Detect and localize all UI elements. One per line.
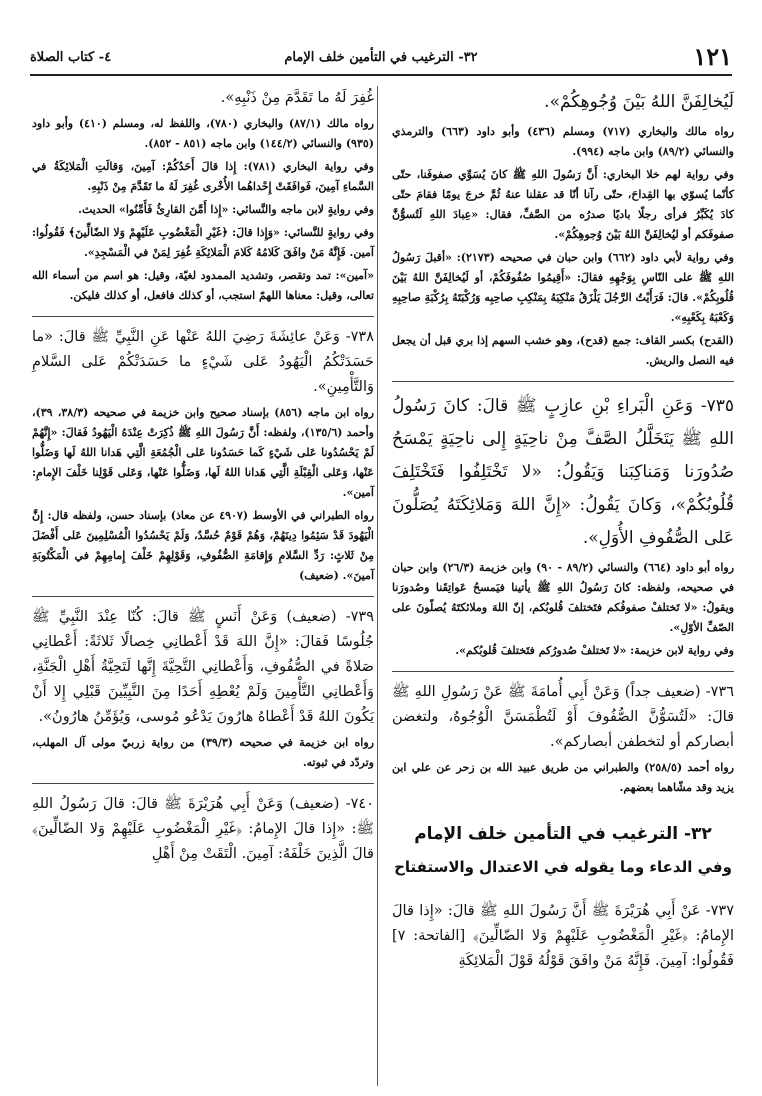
footnote: رواه الطبراني في الأوسط (٤٩٠٧ عن معاذ) بإسناد حسن، ولفظه قال: إِنَّ الْيَهُودَ قَدْ سَئِمُوا دِينَهُمْ، وَهُمْ قَوْمٌ حُسَّدٌ، وَلَمْ يَحْسُدُوا الْمُسْلِمِينَ عَلى أَفْضَلَ مِنْ ثَلاثٍ: رَدِّ السَّلامِ وَإِقامَةِ الصُّفُوفِ، وَقَوْلِهِمْ خَلْفَ إِمامِهِمْ في الْمَكْتُوبَةِ آمينَ». (ضعيف) [32,509,374,582]
footnote: رواه أبو داود (٦٦٤) والنسائي (٨٩/٢ - ٩٠) وابن خزيمة (٢٦/٣) وابن حبان في صحيحه، ولفظه: كانَ رَسُولُ اللهِ ﷺ يأتينا فيَمسحُ عَواتِقَنا وصُدورَنا ويقولُ: «لا تَختلفْ صفوفُكم فتَختلفَ قُلوبُكم، إنّ اللهَ وملائكتَهُ يُصلّونَ على الصّفِّ الأوّلِ». [392,561,735,634]
separator [32,316,374,317]
hadith-text: ٧٣٥- وَعَنِ الْبَراءِ بْنِ عازِبٍ ﷺ قالَ: كانَ رَسُولُ اللهِ ﷺ يَتَخَلَّلُ الصَّفَّ مِنْ ناحِيَةٍ إِلى ناحِيَةٍ يَمْسَحُ صُدُورَنا وَمَناكِبَنا وَيَقُولُ: «لا تَخْتَلِفُوا فَتَخْتَلِفَ قُلُوبُكُمْ»، وَكانَ يَقُولُ: «إِنَّ اللهَ وَمَلائِكَتَهُ يُصَلُّونَ عَلى الصُّفُوفِ الأُوَلِ». [392,396,734,548]
footnote: رواه ابن خزيمة في صحيحه (٣٩/٣) من رواية زربيّ مولى آل المهلب، وتردّد في ثبوته. [32,736,374,769]
hadith-text: ٧٣٧- عَنْ أَبِي هُرَيْرَةَ ﷺ أَنَّ رَسُولَ اللهِ ﷺ قالَ: «إِذا قالَ الإِمامُ: ﴿غَيْرِ الْمَغْضُوبِ عَلَيْهِمْ وَلا الضّالِّينَ﴾ [الفاتحة: ٧] فَقُولُوا: آمِينَ. فَإِنَّهُ مَنْ وافَقَ قَوْلُهُ قَوْلَ الْمَلائِكَةِ [392,903,734,969]
footnote: وفي رواية لأبي داود (٦٦٢) وابن حبان في صحيحه (٢١٧٣): «أقبلَ رَسُولُ اللهِ ﷺ على النّاسِ بِوَجْهِهِ فقالَ: «أَقِيمُوا صُفُوفَكُمْ، أو لَيُخالِفَنَّ اللهُ بَيْنَ قُلُوبِكُمْ». قالَ: فَرَأَيْتُ الرَّجُلَ يَلْزَقُ مَنْكِبَهُ بِمَنْكِبِ صاحِبِه وَرُكْبَتَهُ بِرُكْبَةِ صاحِبِهِ وَكَعْبَهُ بِكَعْبِهِ». [392,251,734,324]
separator [32,596,374,597]
page-number: ١٢١ [693,42,732,71]
hadith-text: ٧٣٦- (ضعيف جداً) وَعَنْ أَبِي أُمامَةَ ﷺ عَنْ رَسُولِ اللهِ ﷺ قالَ: «لَتُسَوُّنَّ الصُّفُوفَ أَوْ لَتُطْمَسَنَّ الْوُجُوهُ، ولتغضن أبصاركم أو لتخطفن أبصاركم». [392,684,734,750]
footnote: وفي رواية لابن خزيمة: «لا تَختلفْ صُدورُكم فتَختلفَ قُلوبُكم». [455,644,734,657]
footnote: وفي رواية لهم خلا البخاري: أَنَّ رَسُولَ اللهِ ﷺ كانَ يُسَوِّي صفوفَنا، حتّى كأنّما يُسوّي بها القِداحَ، حتّى رآنا أنّا قد عقلنا عنهُ ثُمَّ خرجَ يومًا فقامَ حتّى كادَ يُكَبِّرُ فرأى رجلًا باديًا صدرُه من الصَّفِّ، فقال: «عِبادَ اللهِ لَتُسوُّنَّ صفوفَكم أو ليُخالِفَنَّ اللهُ بَيْنَ وُجوهِكُمْ». [392,168,734,241]
footnote: (القدح) بكسر القاف: جمع (قدح)، وهو خشب السهم إذا بري قبل أن يجعل فيه النصل والريش. [392,334,734,367]
right-column [392,86,734,974]
page-header [30,42,732,76]
separator [32,783,374,784]
separator [392,381,734,382]
footnote: وفي روايةٍ للنَّسائي: «وَإِذا قالَ: ﴿غَيْرِ الْمَغْضُوبِ عَلَيْهِمْ وَلا الضّالِّينَ﴾ فَقُولُوا: آمين. فَإِنَّهُ مَنْ وافَقَ كَلامُهُ كَلامَ الْمَلائِكَةِ غُفِرَ لِمَنْ في الْمَسْجِدِ». [32,226,374,259]
hadith-text: ٧٣٨- وَعَنْ عائِشَةَ رَضِيَ اللهُ عَنْها عَنِ النَّبِيِّ ﷺ قالَ: «ما حَسَدَتْكُمُ الْيَهُودُ عَلى شَيْءٍ ما حَسَدَتْكُمْ عَلى السَّلامِ وَالتَّأْمِينِ». [32,329,374,395]
hadith-text: لَيُخالِفَنَّ اللهُ بَيْنَ وُجُوهِكُمْ». [544,92,734,112]
separator [392,671,734,672]
book-title: ٤- كتاب الصلاة [30,50,112,65]
chapter-title: ٣٢- الترغيب في التأمين خلف الإمام [284,50,478,65]
left-column [32,86,374,867]
section-subtitle: وفي الدعاء وما يقوله في الاعتدال والاستفتاح [394,858,732,876]
footnote: وفي رواية البخاري (٧٨١): إِذا قالَ أَحَدُكُمْ: آمِينَ، وَقالَتِ الْمَلائِكَةُ في السَّماءِ آمِينَ، فَوافَقَتْ إِحْداهُما الأُخْرى غُفِرَ لَهُ ما تَقَدَّمَ مِنْ ذَنْبِهِ. [32,160,374,193]
hadith-text: ٧٣٩- (ضعيف) وَعَنْ أَنَسٍ ﷺ قالَ: كُنّا عِنْدَ النَّبِيِّ ﷺ جُلُوسًا فَقالَ: «إِنَّ اللهَ قَدْ أَعْطانِي خِصالًا ثَلاثَةً: أَعْطانِي صَلاةً في الصُّفُوفِ، وَأَعْطانِي التَّحِيَّةَ إِنَّها لَتَحِيَّةُ أَهْلِ الْجَنَّةِ، وَأَعْطانِي التَّأْمِينَ وَلَمْ يُعْطِهِ أَحَدًا مِنَ النَّبِيِّينَ قَبْلِي إِلا أَنْ يَكُونَ اللهُ قَدْ أَعْطاهُ هارُونَ يَدْعُو مُوسى، وَيُؤَمِّنُ هارُونُ». [32,609,374,725]
footnote: رواه أحمد (٢٥٨/٥) والطبراني من طريق عبيد الله بن زحر عن علي ابن يزيد وقد مشّاهما بعضهم. [392,761,734,794]
hadith-text: غُفِرَ لَهُ ما تَقَدَّمَ مِنْ ذَنْبِهِ». [220,90,374,106]
hadith-text: ٧٤٠- (ضعيف) وَعَنْ أَبِي هُرَيْرَةَ ﷺ قالَ: قالَ رَسُولُ اللهِ ﷺ: «إِذا قالَ الإِمامُ: ﴿غَيْرِ الْمَغْضُوبِ عَلَيْهِمْ وَلا الضّالِّينَ﴾ قالَ الَّذِينَ خَلْفَهُ: آمِينَ. الْتَقَتْ مِنْ أَهْلِ [32,796,374,862]
footnote: رواه ابن ماجه (٨٥٦) بإسناد صحيح وابن خزيمة في صحيحه (٣٨/٣، ٣٩)، وأحمد (١٣٥/٦)، ولفظه: أَنَّ رَسُولَ اللهِ ﷺ ذُكِرَتْ عِنْدَهُ الْيَهُودُ فَقالَ: «إِنَّهُمْ لَمْ يَحْسُدُونا عَلى شَيْءٍ كَما حَسَدُونا عَلى الْجُمُعَةِ الَّتِي هَدانا اللهُ لَها وَضَلُّوا عَنْها، وَعَلى الْقِبْلَةِ الَّتِي هَدانا اللهُ لَها، وَضَلُّوا عَنْها، وَعَلى قَوْلِنا خَلْفَ الإِمامِ: آمين». [32,406,374,499]
footnote: «آمين»: تمد وتقصر، وتشديد الممدود لغيّة، وقيل: هو اسم من أسماء الله تعالى، وقيل: معناها اللهمّ استجب، أو كذلك فافعل، أو كذلك فليكن. [32,269,374,302]
footnote: رواه مالك (٨٧/١) والبخاري (٧٨٠)، واللفظ له، ومسلم (٤١٠) وأبو داود (٩٣٥) والنسائي (١٤٤/٢) وابن ماجه (٨٥١ - ٨٥٢). [32,117,374,150]
column-divider [377,86,378,1086]
footnote: وفي روايةٍ لابن ماجه والنَّسائي: «إِذا أَمَّنَ القارِئُ فَأَمِّنُوا» الحديث. [78,203,374,216]
footnote: رواه مالك والبخاري (٧١٧) ومسلم (٤٣٦) وأبو داود (٦٦٣) والترمذي والنسائي (٨٩/٢) وابن ماجه (٩٩٤). [392,125,734,158]
section-title: ٣٢- الترغيب في التأمين خلف الإمام [414,824,712,844]
